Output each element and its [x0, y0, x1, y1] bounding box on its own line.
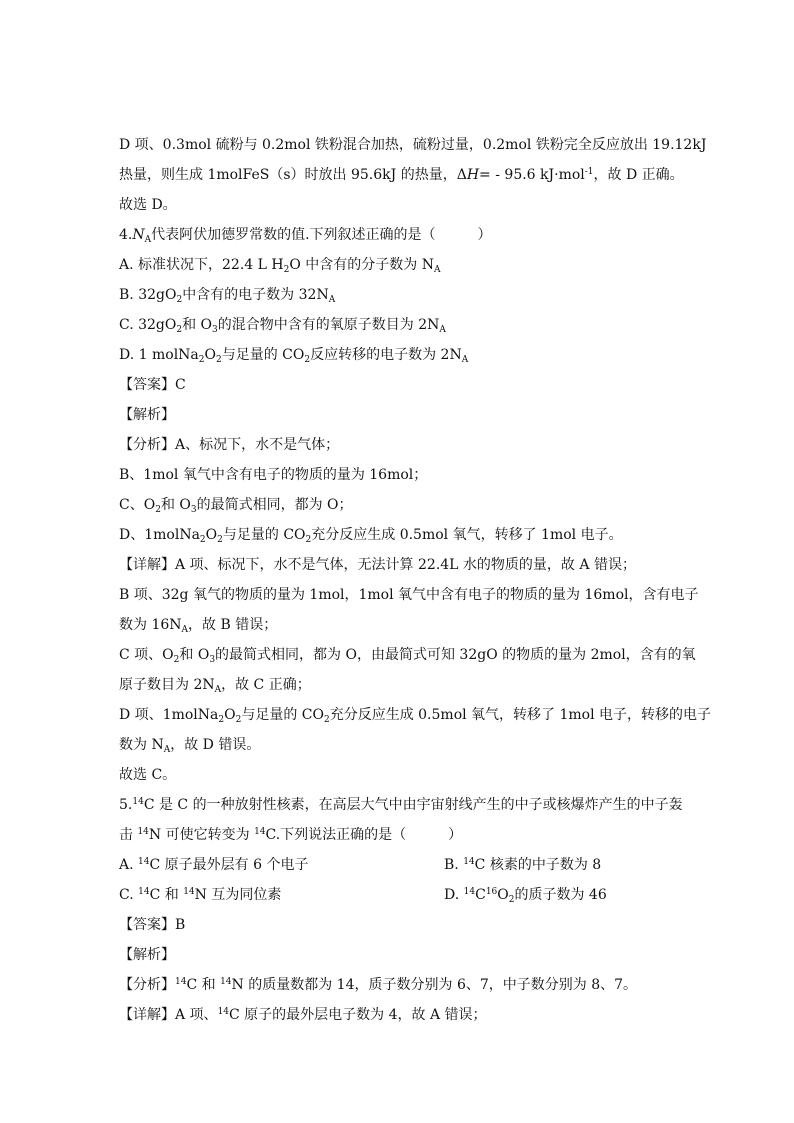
text: C 核素的中子数为 8 [474, 857, 602, 873]
text: D、1molNa [119, 527, 200, 543]
text: 的混合物中含有的氧原子数目为 2N [217, 317, 440, 333]
text: 【详解】A 项、标况下，水不是气体，无法计算 22.4L 水的物质的量，故 A 错误； [119, 557, 636, 573]
analysis-line [119, 975, 679, 995]
text: 【分析】A、标况下，水不是气体； [119, 437, 340, 453]
text: O [224, 707, 236, 723]
text: D. [444, 887, 464, 903]
text: 3 [209, 655, 216, 665]
text: 原子数目为 2N [119, 677, 215, 693]
text: 14 [220, 977, 232, 987]
question-4 [119, 225, 679, 245]
text: 3 [190, 505, 197, 515]
detail-line [119, 675, 679, 695]
text: 和 O [179, 647, 210, 663]
text: 14 [463, 857, 475, 867]
answer-label [119, 915, 679, 935]
text: 2 [173, 655, 180, 665]
option-d [119, 345, 679, 365]
text: 2 [508, 895, 515, 905]
text: N 可使它转变为 [148, 827, 255, 843]
analysis-label [119, 945, 679, 965]
text: A [433, 265, 441, 275]
detail-line [119, 615, 679, 635]
text: A [163, 745, 171, 755]
text: A [214, 685, 222, 695]
text: -1 [584, 167, 594, 177]
text: 4. [119, 227, 133, 243]
text: A. 标准状况下，22.4 L H [119, 257, 284, 273]
text: D 项、1molNa [119, 707, 219, 723]
text: C. [119, 887, 139, 903]
text: 2 [235, 715, 242, 725]
text: 2 [323, 715, 330, 725]
text: C. 32gO [119, 317, 177, 333]
text-line [119, 195, 679, 215]
text: A [181, 625, 189, 635]
text: 2 [304, 355, 311, 365]
text: C 和 [149, 887, 184, 903]
option-c [119, 885, 419, 905]
text: 14 [132, 797, 144, 807]
text: 【分析】 [119, 977, 175, 993]
text: 的最简式相同，都为 O； [196, 497, 353, 513]
text: 14 [138, 857, 150, 867]
text: O [497, 887, 509, 903]
text: A [439, 325, 446, 335]
text-line [119, 165, 684, 185]
analysis-line [119, 525, 679, 545]
text: B. 32gO [119, 287, 177, 303]
analysis-line [119, 495, 679, 515]
text: 充分反应生成 0.5mol 氧气，转移了 1mol 电子。 [311, 527, 623, 543]
text: 2 [198, 355, 205, 365]
answer-label [119, 375, 679, 395]
text: C.下列说法正确的是（ ） [265, 827, 463, 843]
text: O [205, 527, 218, 543]
text: 5. [119, 797, 133, 813]
text: 与足量的 CO [221, 347, 305, 363]
text: 2 [176, 295, 183, 305]
text: 【解析】 [119, 947, 175, 963]
text: 数为 16N [119, 617, 182, 633]
text: C、O [119, 497, 156, 513]
text: 故选 C。 [119, 767, 177, 783]
text: = - 95.6 kJ·mol [479, 167, 585, 183]
text: B 项、32g 氧气的物质的量为 1mol，1mol 氧气中含有电子的物质的量为 16mol，含有电子 [119, 587, 699, 603]
text: 故选 D。 [119, 197, 177, 213]
question-5 [119, 795, 683, 815]
detail-line [119, 645, 696, 665]
text: 击 [119, 827, 138, 843]
text: C 是 C 的一种放射性核素，在高层大气中由宇宙射线产生的中子或核爆炸产生的中子轰 [143, 797, 683, 813]
text: 2 [305, 535, 312, 545]
detail-line [119, 555, 679, 575]
text: ，故 D 正确。 [593, 167, 684, 183]
option-b [119, 285, 679, 305]
text: 2 [218, 715, 225, 725]
text: N [132, 227, 145, 243]
detail-line [119, 1005, 679, 1025]
text: ，故 D 错误。 [170, 737, 261, 753]
detail-line [119, 585, 699, 605]
text: A [461, 355, 469, 365]
text: C 项、O [119, 647, 174, 663]
text: 数为 N [119, 737, 164, 753]
text: 2 [199, 535, 206, 545]
text: 【答案】B [119, 917, 186, 933]
text: 14 [254, 827, 266, 837]
text: 【解析】 [119, 407, 175, 423]
option-c [119, 315, 679, 335]
text: O [204, 347, 216, 363]
text: 2 [283, 265, 290, 275]
text: O 中含有的分子数为 N [289, 257, 434, 273]
text: 和 O [182, 317, 213, 333]
text: C 原子最外层有 6 个电子 [149, 857, 309, 873]
text: 和 O [160, 497, 191, 513]
analysis-line [119, 465, 679, 485]
text: 与足量的 CO [222, 527, 306, 543]
text: A [328, 295, 336, 305]
text: 代表阿伏加德罗常数的值.下列叙述正确的是（ ） [151, 227, 492, 243]
text: 【答案】C [119, 377, 186, 393]
text: ，故 C 正确； [221, 677, 311, 693]
text: 充分反应生成 0.5mol 氧气，转移了 1mol 电子，转移的电子 [329, 707, 712, 723]
text: B. [444, 857, 464, 873]
text: A [144, 235, 152, 245]
text: 的质子数为 46 [514, 887, 607, 903]
text: 16 [485, 887, 498, 897]
text: N 互为同位素 [194, 887, 282, 903]
text: C 原子的最外层电子数为 4，故 A 错误； [229, 1007, 487, 1023]
analysis-line [119, 435, 679, 455]
option-b [444, 855, 601, 875]
text: C 和 [186, 977, 221, 993]
analysis-label [119, 405, 679, 425]
text-line [119, 135, 707, 155]
text: A. [119, 857, 139, 873]
text: 14 [138, 887, 150, 897]
option-d [444, 885, 607, 905]
text: 2 [215, 355, 222, 365]
text: N 的质量数都为 14，质子数分别为 6、7，中子数分别为 8、7。 [231, 977, 638, 993]
text: D 项、0.3mol 硫粉与 0.2mol 铁粉混合加热，硫粉过量，0.2mol 铁粉完全反应放出 19.12kJ [119, 137, 707, 153]
text: 与足量的 CO [241, 707, 324, 723]
option-a [119, 855, 419, 875]
text: 3 [212, 325, 218, 335]
text: 14 [183, 887, 195, 897]
text: 2 [176, 325, 183, 335]
text: 中含有的电子数为 32N [182, 287, 329, 303]
detail-line [119, 705, 712, 725]
text: 2 [217, 535, 223, 545]
text: 14 [175, 977, 187, 987]
text: H [466, 167, 480, 183]
text: 【详解】A 项、 [119, 1007, 218, 1023]
question-5 [119, 825, 679, 845]
option-a [119, 255, 679, 275]
text-line [119, 765, 679, 785]
text: 的最简式相同，都为 O，由最简式可知 32gO 的物质的量为 2mol，含有的氧 [215, 647, 696, 663]
text: 14 [217, 1007, 230, 1017]
text: 2 [155, 505, 161, 515]
text: 热量，则生成 1molFeS（s）时放出 95.6kJ 的热量，Δ [119, 167, 467, 183]
text: 14 [137, 827, 149, 837]
text: ，故 B 错误； [188, 617, 278, 633]
text: D. 1 molNa [119, 347, 199, 363]
text: B、1mol 氧气中含有电子的物质的量为 16mol； [119, 467, 428, 483]
text: 反应转移的电子数为 2N [310, 347, 462, 363]
text: C [475, 887, 486, 903]
text: 14 [463, 887, 476, 897]
detail-line [119, 735, 679, 755]
